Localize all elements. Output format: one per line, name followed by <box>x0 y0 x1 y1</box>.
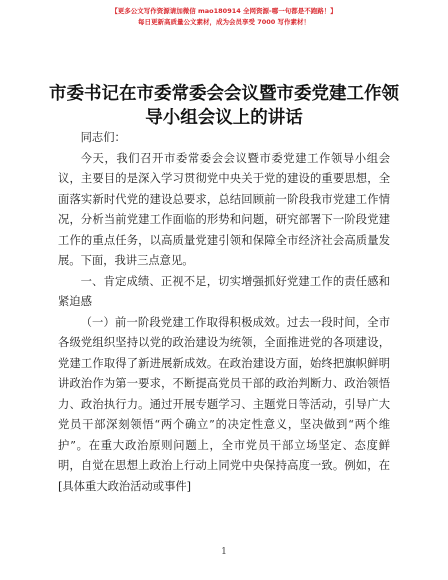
title-line-1: 市委书记在市委常委会会议暨市委党建工作领 <box>49 84 399 104</box>
salutation: 同志们： <box>80 131 126 144</box>
promo-line-1: 【更多公文写作资源请加微信 mao180914 全网资源-哪一句都是不跑路！】 <box>111 7 337 15</box>
page-number: 1 <box>221 547 227 557</box>
promo-line-2: 每日更新高质量公文素材，成为会员享受 7000 写作素材！ <box>137 18 311 26</box>
paragraph-achievements: （一）前一阶段党建工作取得积极成效。过去一段时间，全市各级党组织坚持以党的政治建设为统领，全面推进党的各项建设，党建工作取得了新进展新成效。在政治建设方面，始终把旗帜鲜明讲政治作为第一要求，不断提高党员干部的政治判断力、政治领悟力、政治执行力。通过开展专题学习、主题党日等活动，引导广大党员干部深刻领悟“两个确立”的决定性意义，坚决做到“两个维护”。在重大政治原则问题上，全市党员干部立场坚定、态度鲜明，自觉在思想上政治上行动上同党中央保持高度一致。例如，在[具体重大政治活动或事件] <box>58 315 390 493</box>
document-title <box>40 82 408 130</box>
paragraph-intro: 今天，我们召开市委常委会会议暨市委党建工作领导小组会议，主要目的是深入学习贯彻党中央关于党的建设的重要思想，全面落实新时代党的建设总要求，总结回顾前一阶段我市党建工作情况，分析当前党建工作面临的形势和问题，研究部署下一阶段党建工作的重点任务，以高质量党建引领和保障全市经济社会高质量发展。下面，我讲三点意见。 <box>58 151 390 267</box>
title-line-2: 导小组会议上的讲话 <box>145 108 303 128</box>
promo-banner <box>0 6 448 28</box>
section-heading: 一、肯定成绩、正视不足，切实增强抓好党建工作的责任感和紧迫感 <box>58 274 390 308</box>
document-body <box>58 128 390 497</box>
